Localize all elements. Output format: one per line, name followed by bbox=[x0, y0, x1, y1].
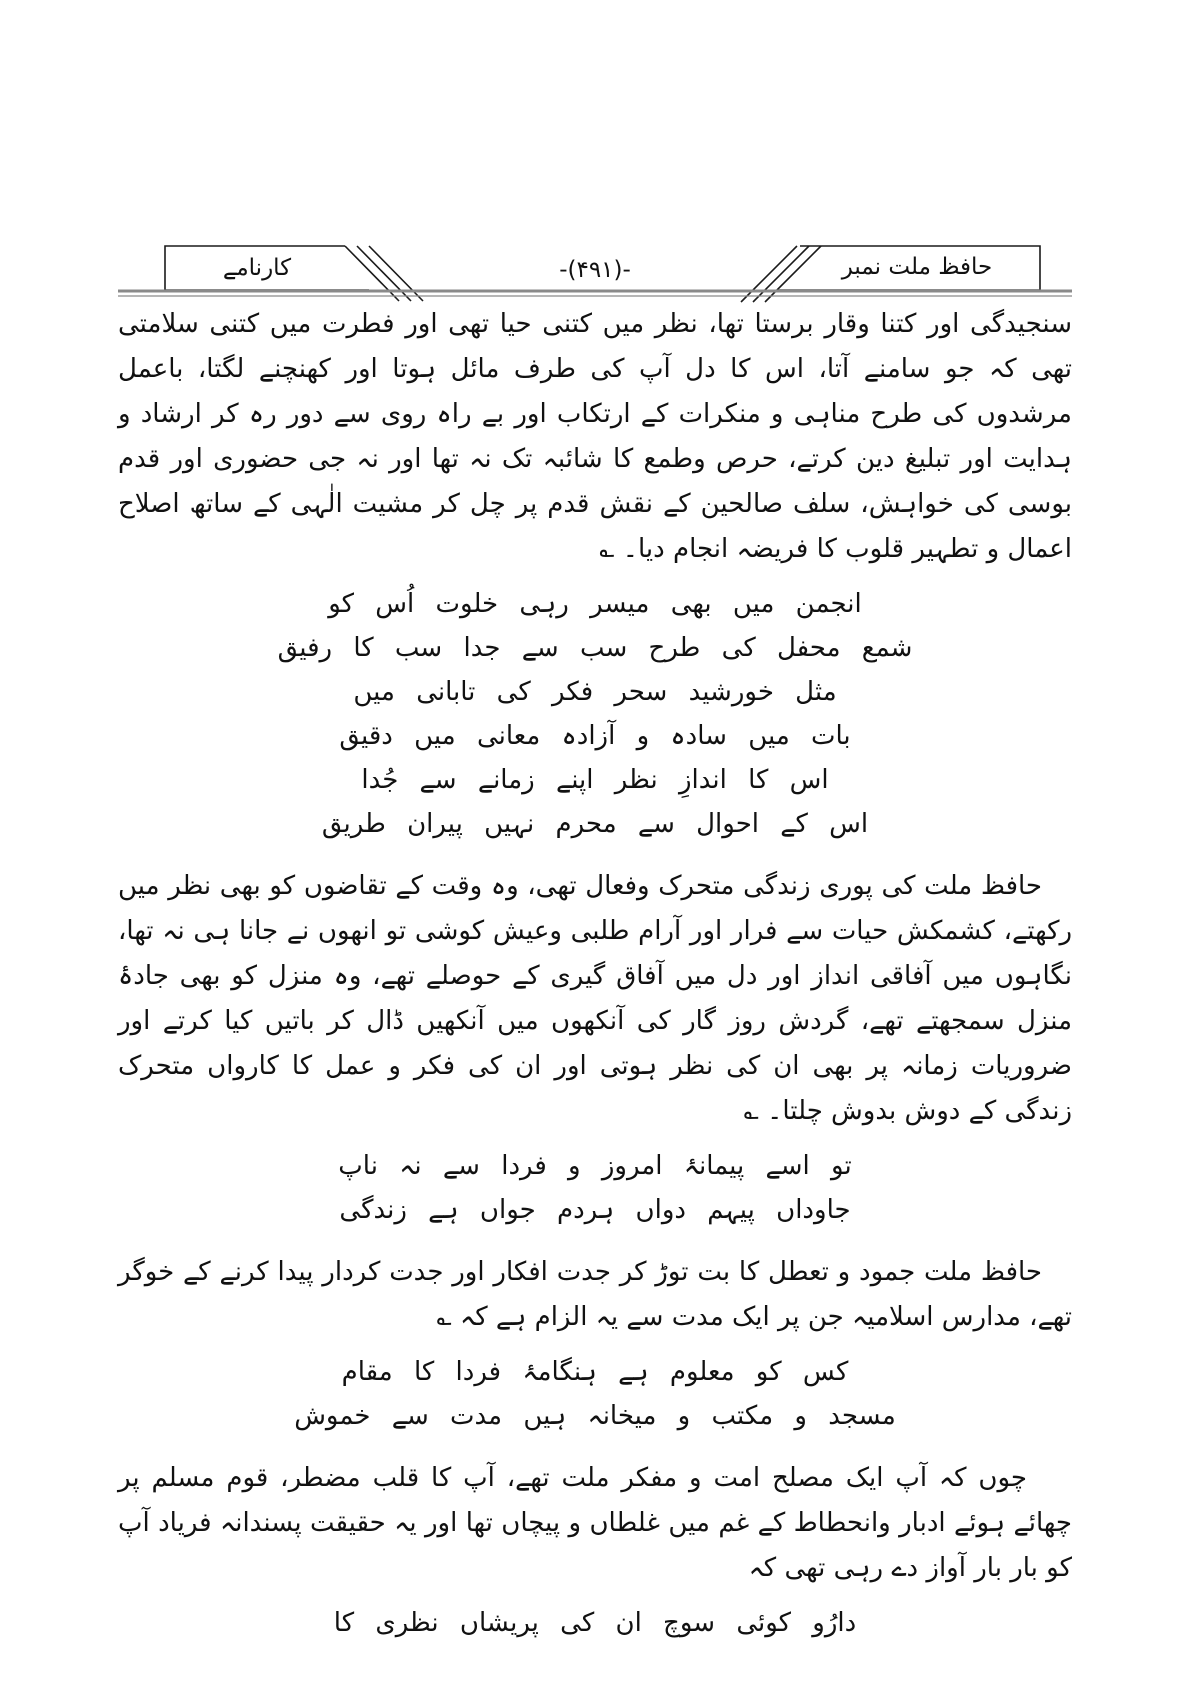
poem-3-verse-2: مسجد و مکتب و میخانہ ہیں مدت سے خموش bbox=[294, 1401, 896, 1431]
header-right-label: حافظ ملت نمبر bbox=[841, 254, 993, 280]
poem-1-verse-1: انجمن میں بھی میسر رہی خلوت اُس کو bbox=[328, 589, 862, 619]
paragraph-4: چوں کہ آپ ایک مصلح امت و مفکر ملت تھے، آپ کا قلب مضطر، قوم مسلم پر چھائے ہوئے ادبار وانحطاط کے غم میں غلطاں و پیچاں تھا اور یہ حقیقت پسندانہ فریاد آپ کو بار بار آواز دے رہی تھی کہ bbox=[118, 1463, 1072, 1583]
poem-1-verse-2: شمع محفل کی طرح سب سے جدا سب کا رفیق bbox=[277, 633, 913, 663]
poem-1-verse-5: اس کا اندازِ نظر اپنے زمانے سے جُدا bbox=[361, 765, 829, 795]
paragraph-3: حافظ ملت جمود و تعطل کا بت توڑ کر جدت افکار اور جدت کردار پیدا کرنے کے خوگر تھے، مدارس اسلامیہ جن پر ایک مدت سے یہ الزام ہے کہ ؎ bbox=[118, 1257, 1072, 1332]
poem-3-verse-1: کس کو معلوم ہے ہنگامۂ فردا کا مقام bbox=[341, 1357, 849, 1387]
paragraph-1: سنجیدگی اور کتنا وقار برستا تھا، نظر میں کتنی حیا تھی اور فطرت میں کتنی سلامتی تھی کہ جو سامنے آتا، اس کا دل آپ کی طرف مائل ہوتا اور کھنچنے لگتا، باعمل مرشدوں کی طرح مناہی و منکرات کے ارتکاب اور بے راہ روی سے دور رہ کر ارشاد و ہدایت اور تبلیغ دین کرتے، حرص وطمع کا شائبہ تک نہ تھا اور نہ جی حضوری اور قدم بوسی کی خواہش، سلف صالحین کے نقش قدم پر چل کر مشیت الٰہی کے ساتھ اصلاح اعمال و تطہیر قلوب کا فریضہ انجام دیا۔ ؎ bbox=[118, 309, 1072, 564]
header-left-label: کارنامے bbox=[222, 255, 292, 281]
poem-2-verse-1: تو اسے پیمانۂ امروز و فردا سے نہ ناپ bbox=[338, 1151, 852, 1181]
poem-4 bbox=[118, 1601, 1072, 1645]
poem-2 bbox=[118, 1144, 1072, 1232]
poem-1-verse-4: بات میں سادہ و آزادہ معانی میں دقیق bbox=[339, 721, 851, 751]
poem-1 bbox=[118, 582, 1072, 846]
paragraph-2: حافظ ملت کی پوری زندگی متحرک وفعال تھی، وہ وقت کے تقاضوں کو بھی نظر میں رکھتے، کشمکش حیات سے فرار اور آرام طلبی وعیش کوشی تو انھوں نے جانا ہی نہ تھا، نگاہوں میں آفاقی انداز اور دل میں آفاق گیری کے حوصلے تھے، وہ منزل کو بھی جادۂ منزل سمجھتے تھے، گردش روز گار کی آنکھوں میں آنکھیں ڈال کر باتیں کیا کرتے اور ضروریات زمانہ پر بھی ان کی نظر ہوتی اور ان کی فکر و عمل کا کارواں متحرک زندگی کے دوش بدوش چلتا۔ ؎ bbox=[118, 871, 1072, 1126]
poem-4-verse-1: دارُو کوئی سوچ ان کی پریشاں نظری کا bbox=[333, 1608, 857, 1638]
poem-3 bbox=[118, 1350, 1072, 1438]
page-number: -(۴۹۱)- bbox=[559, 257, 631, 283]
poem-1-verse-3: مثل خورشید سحر فکر کی تابانی میں bbox=[353, 677, 837, 707]
poem-1-verse-6: اس کے احوال سے محرم نہیں پیران طریق bbox=[321, 809, 869, 839]
poem-2-verse-2: جاوداں پیہم دواں ہردم جواں ہے زندگی bbox=[339, 1195, 851, 1225]
